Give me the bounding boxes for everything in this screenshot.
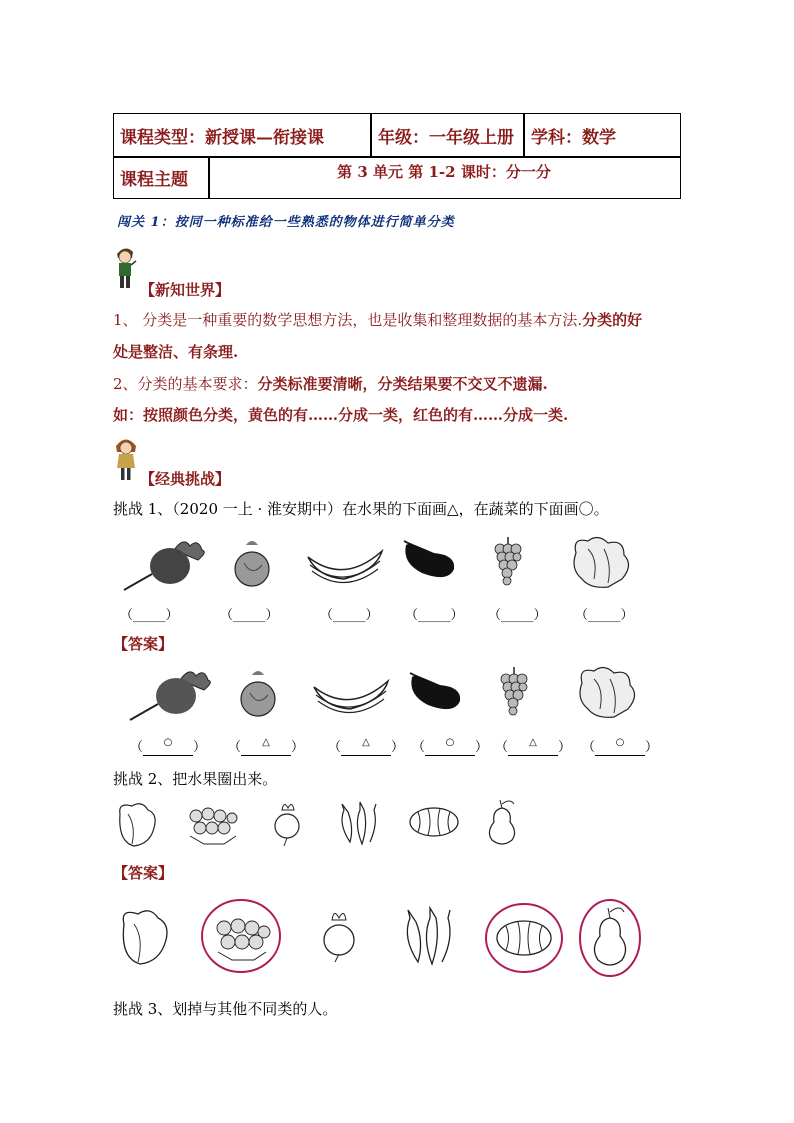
answer-label-2: 【答案】 [113, 864, 174, 882]
p1-text: 1、 分类是一种重要的数学思想方法，也是收集和整理数据的基本方法. [113, 311, 583, 329]
answer-label-1: 【答案】 [113, 635, 174, 653]
peach-icon [232, 537, 272, 589]
paragraph-1-cont: 处是整洁、有条理. [113, 343, 239, 361]
radish-icon [270, 800, 304, 846]
answer-mark: ○ [163, 737, 173, 748]
answer-blank: （ ○ ） [582, 737, 659, 755]
blank: （_____） [575, 608, 634, 623]
new-knowledge-title: 【新知世界】 [140, 281, 231, 299]
blank: （_____） [320, 608, 379, 623]
eggplant-icon [398, 535, 458, 583]
classic-title: 【经典挑战】 [140, 470, 231, 488]
challenge-2: 挑战 2、把水果圈出来。 [113, 770, 278, 788]
watermelon-icon [484, 902, 564, 974]
subject: 学科：数学 [531, 127, 616, 148]
grade: 年级：一年级上册 [378, 127, 514, 148]
challenge-1: 挑战 1、（2020 一上 · 淮安期中）在水果的下面画△，在蔬菜的下面画〇。 [113, 500, 609, 518]
blank: （_____） [220, 608, 279, 623]
pear-icon [484, 796, 520, 848]
level-tag: 闯关 1：按同一种标准给一些熟悉的物体进行简单分类 [117, 215, 455, 230]
radish-icon [318, 908, 360, 962]
answer-blank: （ △ ） [495, 737, 572, 755]
answer-blank: （ △ ） [228, 737, 305, 755]
grapes-icon [184, 798, 242, 848]
cabbage-icon [568, 535, 638, 591]
paragraph-1 [113, 310, 693, 330]
grapes-icon [200, 898, 282, 974]
answer-mark: ○ [445, 737, 455, 748]
p2-text: 2、分类的基本要求： [113, 375, 258, 393]
radish-icon [122, 536, 208, 592]
table-divider [370, 114, 372, 156]
peach-icon [238, 667, 278, 719]
topic-label: 课程主题 [120, 169, 188, 190]
watermelon-icon [404, 804, 464, 840]
course-type: 课程类型：新授课—衔接课 [120, 127, 324, 148]
answer-blank: （ △ ） [328, 737, 405, 755]
girl-mascot-icon [113, 434, 139, 482]
banana-icon [310, 675, 392, 717]
answer-mark: △ [362, 737, 370, 748]
cabbage-icon [574, 665, 644, 721]
paragraph-3: 如：按照颜色分类，黄色的有……分成一类，红色的有……分成一类. [113, 406, 569, 424]
topic-value: 第 3 单元 第 1-2 课时：分一分 [337, 162, 551, 181]
answer-blank: （ ○ ） [412, 737, 489, 755]
boy-mascot-icon [113, 244, 137, 290]
table-divider [523, 114, 525, 156]
pepper-icon [398, 904, 460, 968]
cabbage-icon [114, 800, 160, 848]
eggplant-icon [404, 667, 464, 715]
blank: （_____） [405, 608, 464, 623]
p2-bold: 分类标准要清晰，分类结果要不交叉不遗漏. [257, 375, 548, 393]
challenge-3: 挑战 3、划掉与其他不同类的人。 [113, 1000, 338, 1018]
radish-icon [128, 666, 214, 722]
answer-mark: ○ [615, 737, 625, 748]
answer-mark: △ [529, 737, 537, 748]
course-header-table [113, 113, 681, 199]
paragraph-2 [113, 374, 548, 394]
answer-mark: △ [262, 737, 270, 748]
pear-icon [578, 898, 642, 978]
blank: （_____） [120, 608, 179, 623]
banana-icon [304, 545, 386, 587]
pepper-icon [334, 798, 384, 848]
grapes-icon [490, 535, 526, 591]
p1-bold: 分类的好 [582, 311, 643, 329]
blank: （_____） [488, 608, 547, 623]
grapes-icon [496, 665, 532, 721]
answer-blank: （ ○ ） [130, 737, 207, 755]
cabbage-icon [116, 906, 172, 966]
